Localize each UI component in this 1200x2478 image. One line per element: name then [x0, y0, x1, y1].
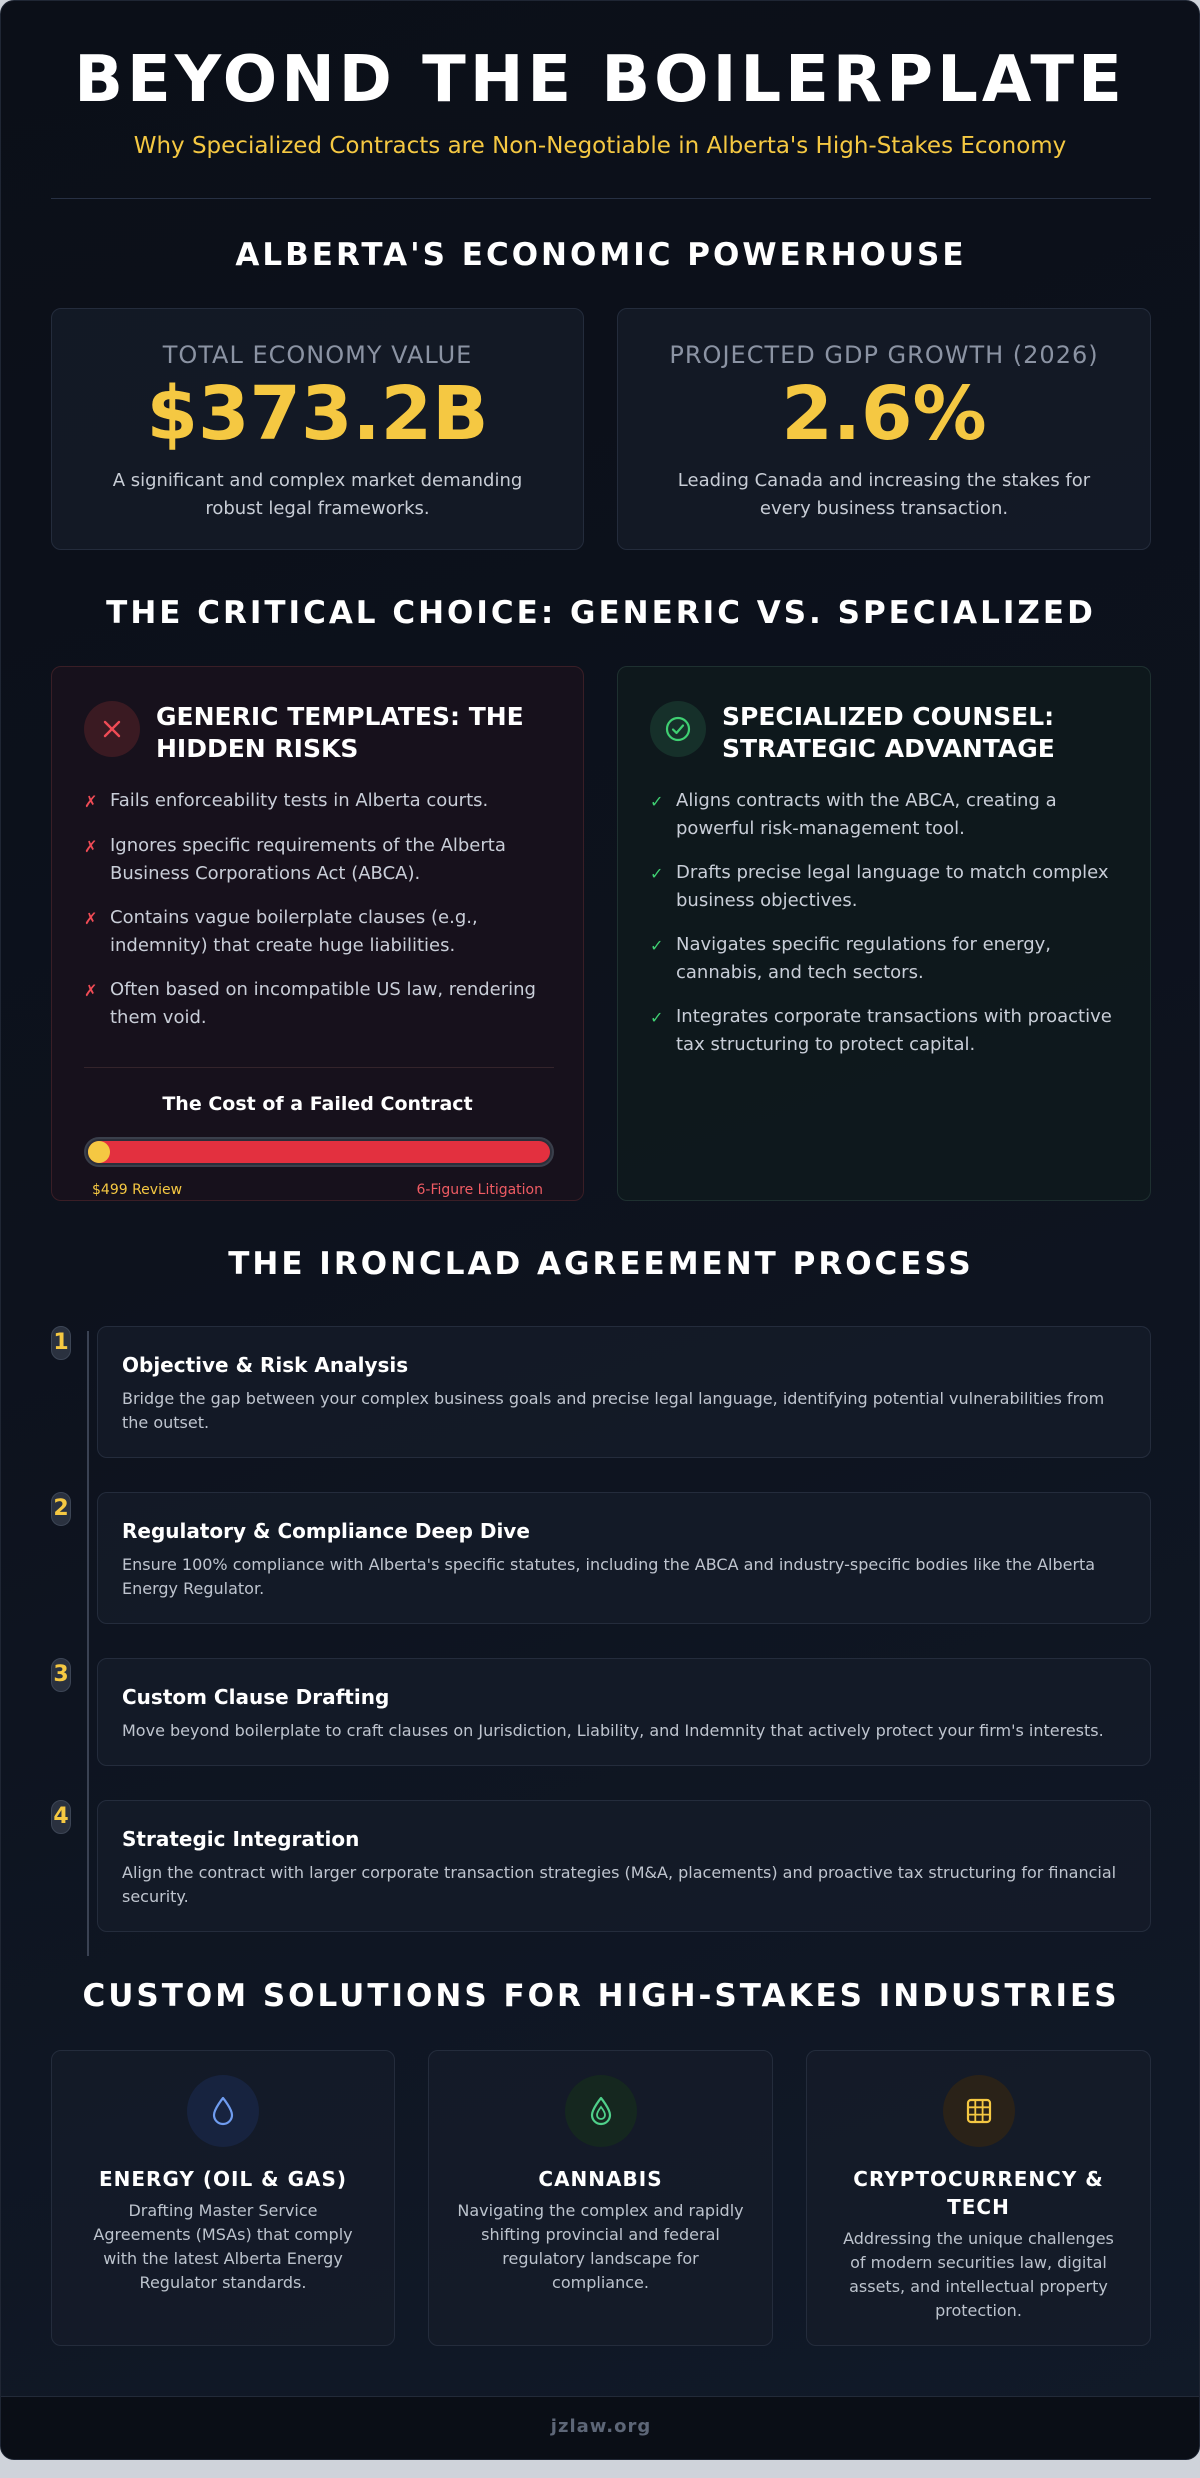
cross-mark-icon: ✗ — [84, 981, 98, 1000]
step-description: Bridge the gap between your complex business goals and precise legal language, identifying potential vulnerabilities from the outset. — [122, 1389, 1105, 1432]
step-title: Custom Clause Drafting — [122, 1685, 390, 1709]
industries-heading: CUSTOM SOLUTIONS FOR HIGH-STAKES INDUSTRIES — [82, 1978, 1120, 2014]
industry-card-crypto-tech — [806, 2050, 1151, 2346]
industry-title: CRYPTOCURRENCY & TECH — [853, 2167, 1104, 2219]
step-description: Align the contract with larger corporate transaction strategies (M&A, placements) and proactive tax structuring for financial security. — [122, 1863, 1117, 1906]
hero-header — [1, 1, 1199, 161]
list-item: ✗ Often based on incompatible US law, rendering them void. — [84, 976, 552, 1032]
cross-mark-icon: ✗ — [84, 909, 98, 928]
check-mark-icon: ✓ — [650, 936, 664, 955]
step-title: Strategic Integration — [122, 1827, 360, 1851]
page-subtitle: Why Specialized Contracts are Non-Negotiable in Alberta's High-Stakes Economy — [133, 133, 1067, 159]
step-description: Move beyond boilerplate to craft clauses on Jurisdiction, Liability, and Indemnity that actively protect your firm's interests. — [122, 1721, 1104, 1740]
industry-description: Addressing the unique challenges of modern securities law, digital assets, and intellectual property protection. — [843, 2229, 1114, 2320]
stat-value: 2.6% — [781, 371, 987, 457]
generic-card-title: GENERIC TEMPLATES: THE HIDDEN RISKS — [156, 702, 524, 763]
stat-description: A significant and complex market demanding robust legal frameworks. — [112, 470, 523, 519]
specialized-advantage-list — [650, 787, 1118, 1075]
stat-label: PROJECTED GDP GROWTH (2026) — [669, 341, 1099, 369]
process-step-card — [97, 1492, 1151, 1624]
specialized-counsel-card — [617, 666, 1151, 1201]
process-step-card — [97, 1326, 1151, 1458]
industry-card-cannabis — [428, 2050, 773, 2346]
process-step-card — [97, 1800, 1151, 1932]
process-heading: THE IRONCLAD AGREEMENT PROCESS — [228, 1246, 974, 1282]
card-divider — [84, 1067, 554, 1068]
cross-mark-icon: ✗ — [84, 837, 98, 856]
cost-bar-knob — [88, 1141, 110, 1163]
footer-website[interactable]: jzlaw.org — [1, 2396, 1200, 2460]
stat-label: TOTAL ECONOMY VALUE — [162, 341, 473, 369]
industry-title: ENERGY (OIL & GAS) — [98, 2167, 348, 2191]
check-circle-icon — [650, 701, 706, 757]
step-title: Objective & Risk Analysis — [122, 1353, 409, 1377]
stat-card-gdp-growth — [617, 308, 1151, 550]
list-item: ✗ Fails enforceability tests in Alberta courts. — [84, 787, 552, 816]
stat-description: Leading Canada and increasing the stakes for every business transaction. — [677, 470, 1091, 519]
grid-chip-icon — [943, 2075, 1015, 2147]
economy-heading: ALBERTA'S ECONOMIC POWERHOUSE — [235, 237, 967, 273]
list-item: ✓ Navigates specific regulations for energy, cannabis, and tech sectors. — [650, 931, 1118, 987]
generic-card-header — [84, 701, 576, 765]
stat-card-economy-value — [51, 308, 584, 550]
check-mark-icon: ✓ — [650, 864, 664, 883]
step-number: 1 — [51, 1326, 71, 1360]
step-description: Ensure 100% compliance with Alberta's specific statutes, including the ABCA and industry-specific bodies like the Alberta Energy Regulator. — [122, 1555, 1096, 1598]
list-item: ✓ Drafts precise legal language to match complex business objectives. — [650, 859, 1118, 915]
droplet-icon — [187, 2075, 259, 2147]
cost-bar — [84, 1137, 554, 1167]
list-item: ✗ Ignores specific requirements of the Alberta Business Corporations Act (ABCA). — [84, 832, 552, 888]
cross-mark-icon: ✗ — [84, 792, 98, 811]
list-item: ✓ Integrates corporate transactions with proactive tax structuring to protect capital. — [650, 1003, 1118, 1059]
cost-title: The Cost of a Failed Contract — [162, 1093, 473, 1115]
step-title: Regulatory & Compliance Deep Dive — [122, 1519, 530, 1543]
check-mark-icon: ✓ — [650, 1008, 664, 1027]
step-number: 4 — [51, 1800, 71, 1834]
stat-value: $373.2B — [146, 371, 489, 457]
cost-high-label: 6-Figure Litigation — [416, 1182, 543, 1198]
step-number: 3 — [51, 1658, 71, 1692]
industry-description: Drafting Master Service Agreements (MSAs) that comply with the latest Alberta Energy Regulator standards. — [93, 2201, 353, 2292]
generic-templates-card — [51, 666, 584, 1201]
list-item: ✗ Contains vague boilerplate clauses (e.g., indemnity) that create huge liabilities. — [84, 904, 552, 960]
industry-card-energy — [51, 2050, 395, 2346]
x-icon — [84, 701, 140, 757]
cost-bar-fill — [88, 1141, 550, 1163]
process-step-card — [97, 1658, 1151, 1766]
process-timeline — [87, 1331, 89, 1956]
list-item: ✓ Aligns contracts with the ABCA, creating a powerful risk-management tool. — [650, 787, 1118, 843]
cost-low-label: $499 Review — [92, 1182, 183, 1198]
industry-title: CANNABIS — [538, 2167, 663, 2191]
leaf-drop-icon — [565, 2075, 637, 2147]
header-divider — [51, 198, 1151, 199]
choice-heading: THE CRITICAL CHOICE: GENERIC VS. SPECIALIZED — [106, 595, 1096, 631]
generic-risk-list — [84, 787, 552, 1048]
page-title: BEYOND THE BOILERPLATE — [74, 43, 1126, 117]
check-mark-icon: ✓ — [650, 792, 664, 811]
specialized-card-title: SPECIALIZED COUNSEL: STRATEGIC ADVANTAGE — [722, 702, 1055, 763]
industry-description: Navigating the complex and rapidly shifting provincial and federal regulatory landscape for compliance. — [457, 2201, 744, 2292]
specialized-card-header — [650, 701, 1142, 765]
step-number: 2 — [51, 1492, 71, 1526]
